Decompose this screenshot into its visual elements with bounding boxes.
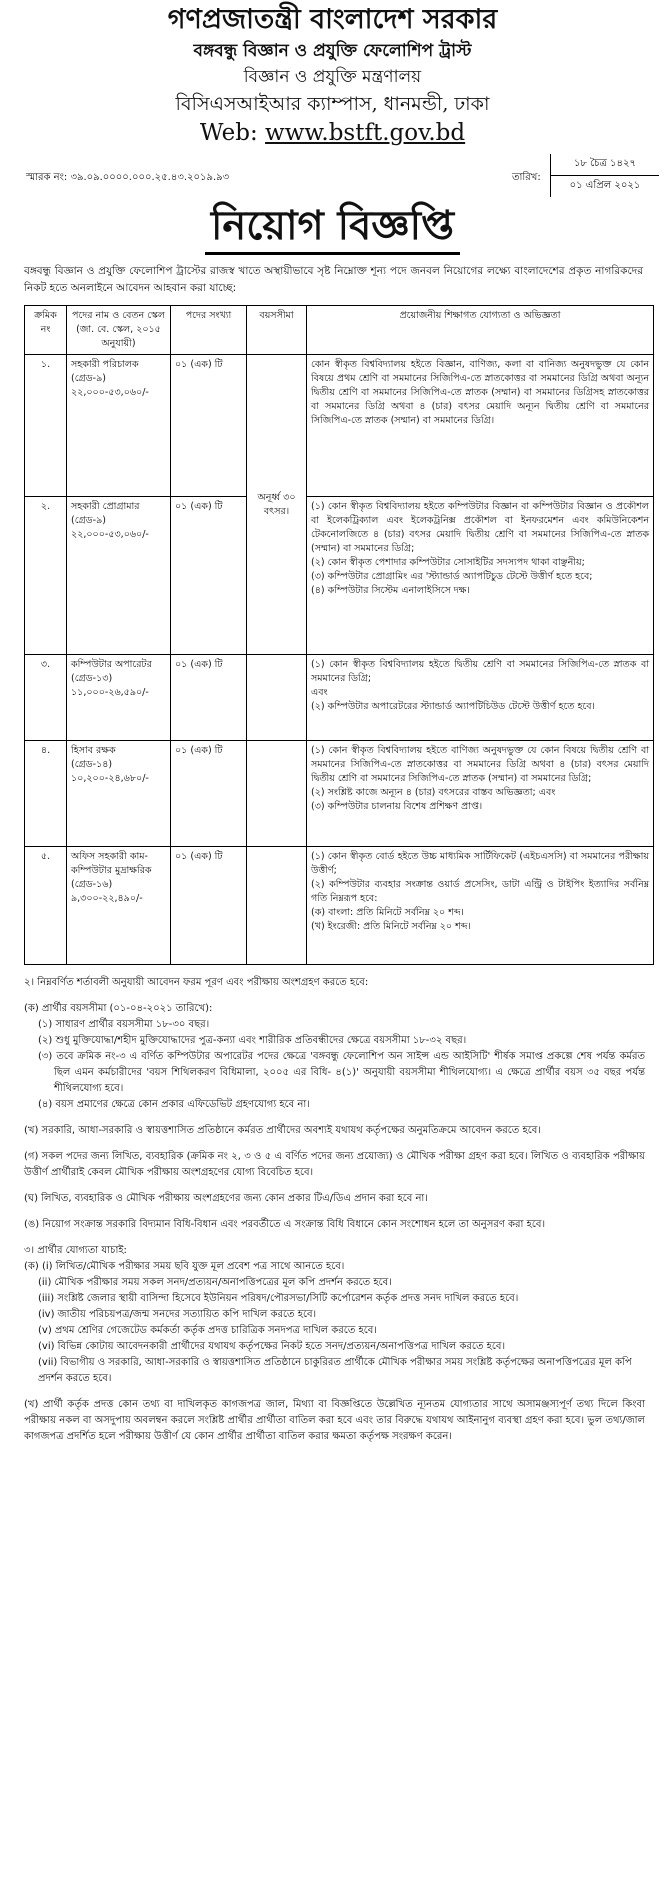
row-qualification [307, 655, 654, 741]
qualification-line: কোন স্বীকৃত বিশ্ববিদ্যালয় হইতে বিজ্ঞান, বাণিজ্য, কলা বা বানিজ্য অনুষদভুক্ত যে কোন বিষয়ে প্রথম শ্রেণি বা সমমানের সিজিপিএ-তে স্নাতকোত্তর বা সমমানের ডিগ্রি অথবা অন্যূন দ্বিতীয় শ্রেণি বা সমমানের সিজিপিএ-তে স্নাতক (সম্মান) বা সমমানের ডিগ্রিসহ স্নাতকোত্তর বা সমমানের ডিগ্রি অথবা ৪ (চার) বৎসর মেয়াদি অন্যূন দ্বিতীয় শ্রেণি বা সমমানের সিজিপিএ-তে স্নাতক (সম্মান) বা সমমানের ডিগ্রি। [311, 359, 649, 426]
section-2-title: ২। নিম্নবর্ণিত শর্তাবলী অনুযায়ী আবেদন ফরম পূরণ এবং পরীক্ষায় অংশগ্রহণ করতে হবে: [24, 977, 369, 988]
post-scale: ১০,২০০-২৪,৬৮০/- [71, 773, 149, 784]
row-count: ০১ (এক) টি [171, 741, 247, 847]
memo-reference: স্মারক নং: ৩৯.০৯.০০০০.০০০.২৫.৪৩.২০১৯.৯৩ [26, 172, 230, 183]
condition-kha: (খ) সরকারি, আধা-সরকারি ও স্বায়ত্তশাসিত প্রতিষ্ঠানে কর্মরত প্রার্থীদের অবশ্যই যথাযথ কর্তৃপক্ষের অনুমতিক্রমে আবেদন করতে হবে। [24, 1125, 541, 1136]
govt-name: গণপ্রজাতন্ত্রী বাংলাদেশ সরকার [167, 4, 498, 35]
conditions-section [10, 975, 655, 1445]
table-row [25, 741, 654, 847]
age-empty-cell [247, 741, 307, 847]
post-name: কম্পিউটার অপারেটর [71, 659, 152, 670]
row-serial: ৫. [25, 847, 67, 965]
date-english: ০১ এপ্রিল ২০২১ [569, 180, 641, 191]
verification-item: (vi) বিভিন্ন কোটায় আবেদনকারী প্রার্থীদের যথাযথ কর্তৃপক্ষের নিকট হতে সনদ/প্রত্যয়ন/অনাপত্তিপত্র দাখিল করতে হবে। [38, 1341, 506, 1352]
qualification-line: এবং [311, 687, 328, 698]
header-count: পদের সংখ্যা [171, 306, 247, 355]
post-name: হিসাব রক্ষক [71, 745, 116, 756]
table-row [25, 355, 654, 497]
table-header-row [25, 306, 654, 355]
qualification-line: (৩) কম্পিউটার চালনায় বিশেষ প্রশিক্ষণ প্রাপ্ত। [311, 801, 483, 812]
post-scale: ৯,৩০০-২২,৪৯০/- [71, 893, 143, 904]
condition-ga: (গ) সকল পদের জন্য লিখিত, ব্যবহারিক (ক্রমিক নং ২, ৩ ও ৫ এ বর্ণিত পদের জন্য প্রযোজ্য) ও মৌখিক পরীক্ষা গ্রহণ করা হবে। লিখিত ও ব্যবহারিক পরীক্ষায় উত্তীর্ণ প্রার্থীরাই কেবল মৌখিক পরীক্ষায় অংশগ্রহণের যোগ্য বিবেচিত হবে। [24, 1151, 645, 1178]
letterhead [10, 2, 655, 148]
post-name: সহকারী প্রোগ্রামার [71, 501, 140, 512]
post-grade: (গ্রেড-৯) [71, 373, 106, 384]
posts-table [24, 305, 654, 965]
ministry-name: বিজ্ঞান ও প্রযুক্তি মন্ত্রণালয় [243, 67, 422, 87]
row-count: ০১ (এক) টি [171, 497, 247, 655]
post-grade: (গ্রেড-৯) [71, 515, 106, 526]
post-grade: (গ্রেড-১৩) [71, 673, 113, 684]
age-rule: (৩) তবে ক্রমিক নং-৩ এ বর্ণিত কম্পিউটার অপারেটর পদের ক্ষেত্রে 'বঙ্গবন্ধু ফেলোশিপ অন সাইন্স এন্ড আইসিটি' শীর্ষক সমাপ্ত প্রকল্পে শেষ পর্যন্ত কর্মরত ছিল এমন কর্মচারীদের 'বয়স শিথিলকরণ বিধিমালা, ২০০৫ এর বিধি- ৪(১)' অনুযায়ী বয়সসীমা শীথিলযোগ্য। এ ক্ষেত্রে প্রার্থীর বয়স ৩৫ বছর পর্যন্ত শীথিলযোগ্য হবে। [38, 1051, 645, 1094]
age-rule: (১) সাধারণ প্রার্থীর বয়সসীমা ১৮-৩০ বছর। [38, 1019, 210, 1030]
verification-item: (ii) মৌখিক পরীক্ষার সময় সকল সনদ/প্রত্যয়ন/অনাপত্তিপত্রের মূল কপি প্রদর্শন করতে হবে। [38, 1277, 392, 1288]
post-name: সহকারী পরিচালক [71, 359, 139, 370]
qualification-line: (২) কোন স্বীকৃত পেশাদার কম্পিউটার সোসাইটির সদস্যপদ থাকা বাঞ্ছনীয়; [311, 557, 585, 568]
qualification-line: (২) কম্পিউটার অপারেটরের স্ট্যান্ডার্ড অ্যাপটিচিউড টেস্টে উত্তীর্ণ হতে হবে। [311, 701, 595, 712]
post-name: অফিস সহকারী কাম-কম্পিউটার মুদ্রাক্ষরিক [71, 851, 152, 876]
qualification-line: (১) কোন স্বীকৃত বিশ্ববিদ্যালয় হইতে বাণিজ্য অনুষদভুক্ত যে কোন বিষয়ে দ্বিতীয় শ্রেণি বা সমমানের সিজিপিএ-তে স্নাতকোত্তর বা সমমানের ডিগ্রি অথবা ৪ (চার) বৎসর মেয়াদি দ্বিতীয় শ্রেণি বা সমমানের সিজিপিএ-তে স্নাতক (সম্মান) বা সমমানের ডিগ্রি; [311, 745, 649, 784]
row-count: ০১ (এক) টি [171, 655, 247, 741]
qualification-line: (২) কম্পিউটার ব্যবহার সংক্রান্ত ওয়ার্ড প্রসেসিং, ডাটা এন্ট্রি ও টাইপিং ইত্যাদির সর্বনিম্ন গতি নিম্নরূপ হবে: [311, 879, 649, 904]
row-count: ০১ (এক) টি [171, 355, 247, 497]
header-age: বয়সসীমা [247, 306, 307, 355]
age-empty-cell [247, 847, 307, 965]
date-bangla: ১৮ চৈত্র ১৪২৭ [551, 154, 659, 176]
row-count: ০১ (এক) টি [171, 847, 247, 965]
post-scale: ২২,০০০-৫৩,০৬০/- [71, 529, 149, 540]
qualification-line: (১) কোন স্বীকৃত বোর্ড হইতে উচ্চ মাধ্যমিক সার্টিফিকেট (এইচএসসি) বা সমমানের পরীক্ষায় উত্তীর্ণ; [311, 851, 649, 876]
intro-paragraph: বঙ্গবন্ধু বিজ্ঞান ও প্রযুক্তি ফেলোশিপ ট্রাস্টের রাজস্ব খাতে অস্থায়ীভাবে সৃষ্ট নিম্নোক্ত শূন্য পদে জনবল নিয়োগের লক্ষ্যে বাংলাদেশের প্রকৃত নাগরিকদের নিকট হতে অনলাইনে আবেদন আহবান করা যাচ্ছে: [24, 265, 643, 294]
row-serial: ৩. [25, 655, 67, 741]
job-circular-page [0, 2, 665, 1903]
web-label: Web: [199, 120, 266, 146]
header-serial: ক্রমিক নং [25, 306, 67, 355]
row-serial: ১. [25, 355, 67, 497]
website-link[interactable]: www.bstft.gov.bd [265, 120, 466, 146]
row-post [67, 655, 171, 741]
website-line [10, 118, 655, 148]
age-rule: (৪) বয়স প্রমাণের ক্ষেত্রে কোন প্রকার এফিডেভিট গ্রহণযোগ্য হবে না। [38, 1099, 310, 1110]
title-wrap [10, 200, 655, 255]
header-qualification: প্রয়োজনীয় শিক্ষাগত যোগ্যতা ও অভিজ্ঞতা [307, 306, 654, 355]
row-post [67, 741, 171, 847]
qualification-line: (২) সংশ্লিষ্ট কাজে অন্যূন ৪ (চার) বৎসরের বাস্তব অভিজ্ঞতা; এবং [311, 787, 556, 798]
table-row [25, 847, 654, 965]
table-row [25, 655, 654, 741]
qualification-line: (৪) কম্পিউটার সিস্টেম এনালাইসিসে দক্ষ। [311, 585, 470, 596]
row-serial: ২. [25, 497, 67, 655]
qualification-line: (খ) ইংরেজী: প্রতি মিনিটে সর্বনিম্ন ২০ শব্দ। [311, 921, 471, 932]
notice-title: নিয়োগ বিজ্ঞপ্তি [205, 200, 460, 255]
post-scale: ১১,০০০-২৬,৫৯০/- [71, 687, 149, 698]
qualification-line: (ক) বাংলা: প্রতি মিনিটে সর্বনিম্ন ২০ শব্দ। [311, 907, 464, 918]
section-3-title: ৩। প্রার্থীর যোগ্যতা যাচাই: [24, 1245, 127, 1256]
row-qualification [307, 497, 654, 655]
qualification-line: (১) কোন স্বীকৃত বিশ্ববিদ্যালয় হইতে দ্বিতীয় শ্রেণি বা সমমানের সিজিপিএ-তে স্নাতক বা সমমানের ডিগ্রি; [311, 659, 649, 684]
qualification-line: (৩) কম্পিউটার প্রোগ্রামিং এর 'স্ট্যান্ডার্ড অ্যাপটিচুড টেস্টে উত্তীর্ণ হতে হবে; [311, 571, 593, 582]
condition-gha: (ঘ) লিখিত, ব্যবহারিক ও মৌখিক পরীক্ষায় অংশগ্রহণের জন্য কোন প্রকার টিএ/ডিএ প্রদান করা হবে না। [24, 1193, 428, 1204]
trust-name: বঙ্গবন্ধু বিজ্ঞান ও প্রযুক্তি ফেলোশিপ ট্রাস্ট [193, 41, 472, 61]
verification-item: (iv) জাতীয় পরিচয়পত্র/জন্ম সনদের সত্যায়িত কপি দাখিল করতে হবে। [38, 1309, 317, 1320]
row-post [67, 497, 171, 655]
date-box [550, 154, 659, 197]
date-label: তারিখ: [512, 172, 541, 183]
row-post [67, 847, 171, 965]
verification-item: (vii) বিভাগীয় ও সরকারি, আধা-সরকারি ও স্বায়ত্তশাসিত প্রতিষ্ঠানে চাকুরিরত প্রার্থীকে মৌখিক পরীক্ষার সময় সংশ্লিষ্ট কর্তৃপক্ষের অনাপত্তিপত্রের মূল কপি প্রদর্শন করতে হবে। [38, 1357, 632, 1384]
post-scale: ২২,০০০-৫৩,০৬০/- [71, 387, 149, 398]
verification-item: (ক) (i) লিখিত/মৌখিক পরীক্ষার সময় ছবি যুক্ত মূল প্রবেশ পত্র সাথে আনতে হবে। [24, 1261, 345, 1272]
disqualification-clause: (খ) প্রার্থী কর্তৃক প্রদত্ত কোন তথ্য বা দাখিলকৃত কাগজপত্র জাল, মিথ্যা বা বিজ্ঞপ্তিতে উল্লেখিত ন্যূনতম যোগ্যতার সাথে অসামঞ্জস্যপূর্ণ তথ্য দিলে কিংবা পরীক্ষায় নকল বা অসদুপায় অবলম্বন করলে সংশ্লিষ্ট প্রার্থীর প্রার্থীতা বাতিল করা হবে এবং তার বিরুদ্ধে যথাযথ আইনানুগ ব্যবস্থা গ্রহণ করা হবে। ভুল তথ্য/জাল কাগজপত্র প্রদর্শিত হলে পরীক্ষায় উত্তীর্ণ যে কোন প্রার্থীর প্রার্থীতা বাতিল করার ক্ষমতা কর্তৃপক্ষ সংরক্ষণ করেন। [24, 1399, 645, 1442]
row-qualification [307, 355, 654, 497]
header-post: পদের নাম ও বেতন স্কেল (জা. বে. স্কেল, ২০১৫ অনুযায়ী) [67, 306, 171, 355]
verification-item: (iii) সংশ্লিষ্ট জেলার স্থায়ী বাসিন্দা হিসেবে ইউনিয়ন পরিষদ/পৌরসভা/সিটি কর্পোরেশন কর্তৃক প্রদত্ত সনদ দাখিল করতে হবে। [38, 1293, 519, 1304]
condition-uma: (ঙ) নিয়োগ সংক্রান্ত সরকারি বিদ্যমান বিধি-বিধান এবং পরবর্তীতে এ সংক্রান্ত বিধি বিধানে কোন সংশোধন হলে তা অনুসরণ করা হবে। [24, 1219, 546, 1230]
row-qualification [307, 847, 654, 965]
age-limit: অনূর্ধ্ব ৩০ বৎসর। [247, 355, 307, 655]
address: বিসিএসআইআর ক্যাম্পাস, ধানমন্ডী, ঢাকা [175, 93, 490, 115]
age-limit-title: (ক) প্রার্থীর বয়সসীমা (০১-০৪-২০২১ তারিখে): [24, 1003, 213, 1014]
verification-item: (v) প্রথম শ্রেণির গেজেটেড কর্মকর্তা কর্তৃক প্রদত্ত চারিত্রিক সনদপত্র দাখিল করতে হবে। [38, 1325, 377, 1336]
qualification-line: (১) কোন স্বীকৃত বিশ্ববিদ্যালয় হইতে কম্পিউটার বিজ্ঞান বা কম্পিউটার বিজ্ঞান ও প্রকৌশল বা ইলেকট্রিক্যাল এবং ইলেকট্রনিক্স প্রকৌশল বা ইনফরমেশন এবং কমিউনিকেশন টেকনোলজিতে ৪ (চার) বৎসর মেয়াদি দ্বিতীয় শ্রেণি বা সমমানের সিজিপিএ-তে স্নাতক (সম্মান) বা সমমানের ডিগ্রি; [311, 501, 649, 554]
row-post [67, 355, 171, 497]
row-serial: ৪. [25, 741, 67, 847]
age-rule: (২) শুধু মুক্তিযোদ্ধা/শহীদ মুক্তিযোদ্ধাদের পুত্র-কন্যা এবং শারীরিক প্রতিবন্ধীদের ক্ষেত্রে বয়সসীমা ১৮-৩২ বছর। [38, 1035, 467, 1046]
memo-line [10, 150, 655, 194]
post-grade: (গ্রেড-১৪) [71, 759, 113, 770]
table-row [25, 497, 654, 655]
row-qualification [307, 741, 654, 847]
age-empty-cell [247, 655, 307, 741]
post-grade: (গ্রেড-১৬) [71, 879, 113, 890]
